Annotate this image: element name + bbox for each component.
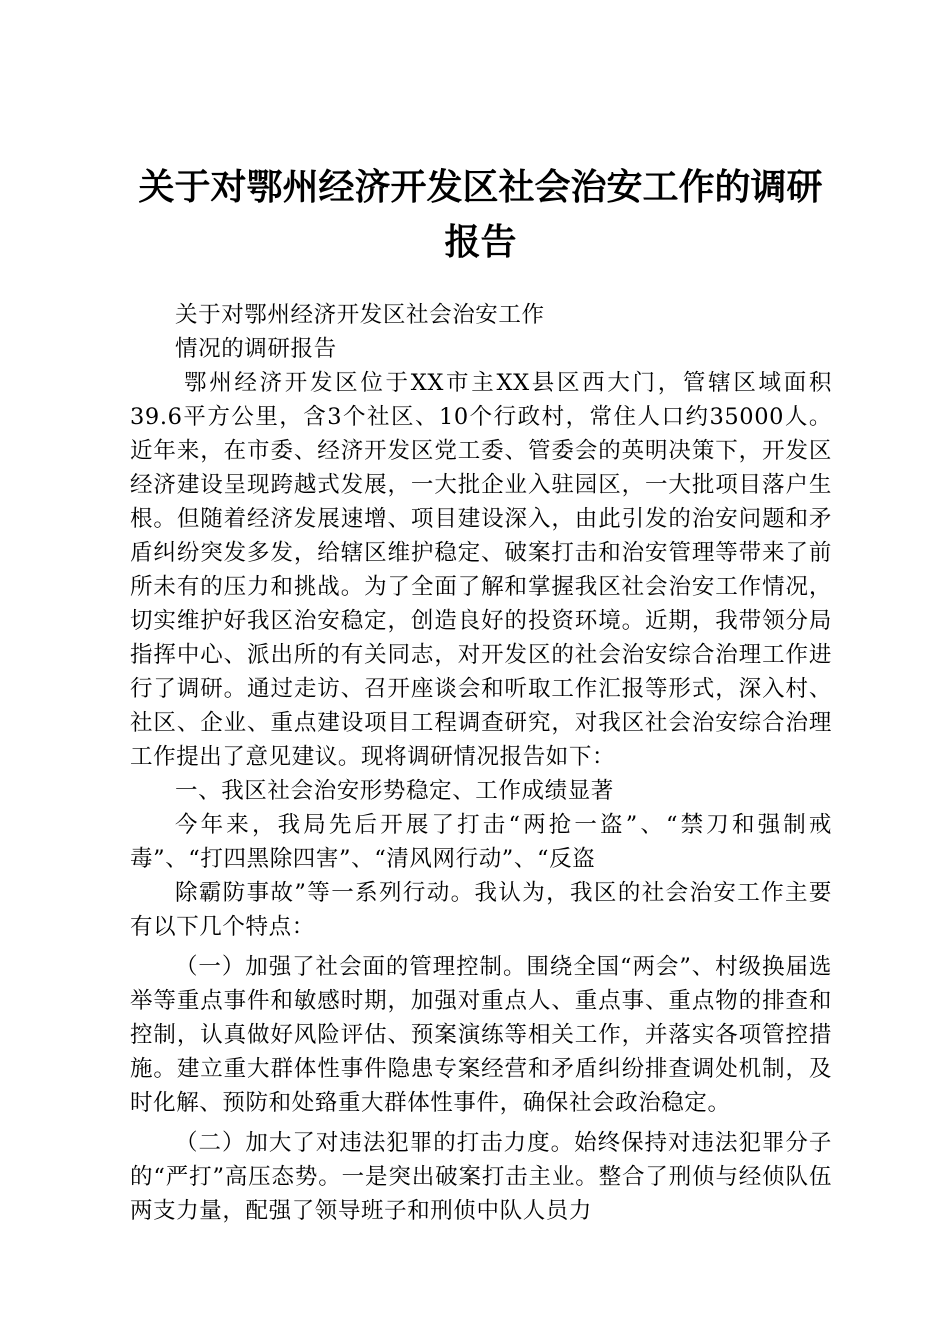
section-heading-1: 一、我区社会治安形势稳定、工作成绩显著 — [175, 778, 614, 804]
paragraph-actions-part-2: 除霸防事故”等一系列行动。我认为，我区的社会治安工作主要有以下几个特点： — [130, 880, 832, 940]
subtitle-line-1: 关于对鄂州经济开发区社会治安工作 — [175, 302, 545, 328]
paragraph-point-1: （一）加强了社会面的管理控制。围绕全国“两会”、村级换届选举等重点事件和敏感时期，加强对重点人、重点事、重点物的排查和控制，认真做好风险评估、预案演练等相关工作，并落实各项管控措施。建立重大群体性事件隐患专案经营和矛盾纠纷排查调处机制，及时化解、预防和处臵重大群体性事件，确保社会政治稳定。 — [130, 954, 832, 1116]
paragraph-actions-part-1: 今年来，我局先后开展了打击“两抢一盗”、“禁刀和强制戒毒”、“打四黑除四害”、“清风网行动”、“反盗 — [130, 812, 832, 872]
document-title: 关于对鄂州经济开发区社会治安工作的调研报告 — [138, 166, 823, 263]
paragraph-point-2: （二）加大了对违法犯罪的打击力度。始终保持对违法犯罪分子的“严打”高压态势。一是突出破案打击主业。整合了刑侦与经侦队伍两支力量，配强了领导班子和刑侦中队人员力 — [130, 1130, 832, 1224]
document-body — [130, 298, 832, 1228]
paragraph-intro: 鄂州经济开发区位于XX市主XX县区西大门，管辖区域面积39.6平方公里，含3个社区、10个行政村，常住人口约35000人。近年来，在市委、经济开发区党工委、管委会的英明决策下，开发区经济建设呈现跨越式发展，一大批企业入驻园区，一大批项目落户生根。但随着经济发展速增、项目建设深入，由此引发的治安问题和矛盾纠纷突发多发，给辖区维护稳定、破案打击和治安管理等带来了前所未有的压力和挑战。为了全面了解和掌握我区社会治安工作情况，切实维护好我区治安稳定，创造良好的投资环境。近期，我带领分局指挥中心、派出所的有关同志，对开发区的社会治安综合治理工作进行了调研。通过走访、召开座谈会和听取工作汇报等形式，深入村、社区、企业、重点建设项目工程调查研究，对我区社会治安综合治理工作提出了意见建议。现将调研情况报告如下： — [130, 370, 832, 770]
subtitle-line-2: 情况的调研报告 — [175, 336, 337, 362]
